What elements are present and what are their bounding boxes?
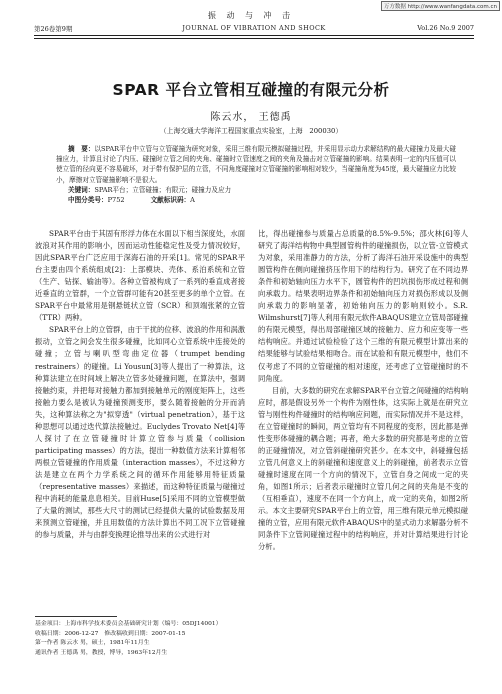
paper-title: SPAR 平台立管相互碰撞的有限元分析	[112, 81, 390, 99]
body-column-right	[258, 228, 468, 553]
classification-code: P752	[107, 196, 125, 205]
footnote-rule	[35, 616, 117, 617]
body-paragraph: SPAR平台由于其固有形浮力体在水面以下相当深度处，水面波浪对其作用的影响小，因而运动性能稳定性及受力情况较好，因此SPAR平台广泛应用于深海石油的开采[1]。常见的SPAR平台主要由四个系统组成[2]：上部模块、壳体、系泊系统和立管（生产、钻探、输油等）。各种立管被构成了一系列的垂直成者接近垂直的立管群，一个立管群可能有20甚至更多的单个立管。在SPAR平台中最常用是钢悬链状立管（SCR）和顶端张紧的立管（TTR）两种。	[35, 229, 245, 323]
running-header	[34, 24, 474, 34]
keywords-text: SPAR平台；立管碰撞；有限元；碰撞力及应力	[94, 185, 232, 194]
author-affiliation: （上海交通大学海洋工程国家重点实验室，上海 200030）	[159, 127, 343, 135]
body-paragraph: SPAR平台上的立管群，由于干扰的位移、波浪的作用和涡激振动，立管之间会发生很多碰撞，比如同心立管系统中连接处的碰撞；立管与喇叭型弯曲定位器（trumpet bending restrainers）的碰撞。Li Yousun[3]等人提出了一种算法，这种算法建立在时间域上解决立管多处碰撞问题，在算法中，强调接触约束，并把每对接触力都加到接触单元的刚度矩阵上，这些接触力要么是被认为碰撞预测变形，要么随着接触的分开而消失，这种算法称之为"拟穿透"（virtual penetration），基于这种思想可以通过迭代算法接触过。Euclydes Trovato Net[4]等人探讨了在立管碰撞时计算立管参与质量（collision participating masses）的方法，提出一种数值方法来计算相邻两根立管碰撞的作用质量（interaction masses），不过这种方法是建立在两个力学系统之间的循环作用能够用特征质量（representative masses）来描述，而这种特征质量与碰撞过程中消耗的能量息息相关。目前Huse[5]采用不同的立管模型做了大量的测试，那些大尺寸的测试已经提供大量的试验数据及用来预测立管碰撞，并且用数值的方法计算出不同工况下立管碰撞的参与质量，并与由群变换理论推导出来的公式进行对	[35, 325, 245, 540]
classification-label: 中图分类号：	[68, 196, 108, 205]
keywords-line	[56, 185, 456, 195]
abstract-text: 以SPAR平台中立管与立管碰撞为研究对象，采用三维有限元模拟碰撞过程，并采用显示动力求解结构的最大碰撞力及最大碰撞应力，计算且讨论了内压、碰撞时立管之间的夹角、碰撞时立管速度之间的夹角及撞击对立管碰撞的影响。结果表明一定的内压值可以使立管的径向更不容易破坏，对于带有保护层的立管，不同角度碰撞对立管碰撞的影响相对较少，当碰撞角度为45度，最大碰撞应力比较小，摩擦对立管碰撞影响不是很大。	[56, 145, 457, 184]
footnotes	[35, 620, 250, 658]
body-paragraph: 比，得出碰撞参与质量占总质量的8.5%-9.5%；邵火林[6]等人研究了海洋结构物中典型圆管构件的碰撞损伤，以立管-立管模式为对象，采用准静力的方法，分析了海洋石油开采设施中的典型圆管构件在侧向碰撞挤压作用下的结构行为。研究了在不同边界条件和初始轴向压力水平下，圆管构件的凹坑损伤形成过程和侧向承载力。结果表明边界条件和初始轴向压力对损伤形成以及侧向承载力的影响显著，初始轴向压力的影响则较小。S.R. Wilmshurst[7]等人利用有限元软件ABAQUS建立立管局部碰撞的有限元模型，得出局部碰撞区域的接触力、应力和应变等一些结构响应。并通过试验检验了这个三维的有限元模型计算出来的结果能够与试验结果相吻合。而在试验和有限元模型中，他们不仅考虑了不同的立管碰撞的相对速度，还考虑了立管碰撞时的不同角度。	[258, 229, 468, 383]
watermark-stamp: 万方数据 http://www.wanfangdata.com.cn	[381, 1, 500, 11]
abstract-paragraph	[56, 144, 456, 185]
footnote-first-author: 第一作者 陈云水 男，硕士，1981年11月生	[35, 640, 150, 647]
volume-issue-en: Vol.26 No.9 2007	[417, 24, 474, 32]
journal-title-cn: 振 动 与 冲 击	[207, 11, 295, 20]
journal-title-en: JOURNAL OF VIBRATION AND SHOCK	[182, 24, 326, 32]
header-rule	[34, 35, 474, 36]
keywords-label: 关键词：	[68, 185, 95, 194]
footnote-corresponding-author: 通讯作者 王德禹 男，教授，博导，1963年12月生	[35, 649, 168, 656]
volume-issue-cn: 第26卷第9期	[34, 25, 73, 33]
footnote-dates: 收稿日期：2006-12-27 修改稿收到日期：2007-01-15	[35, 630, 186, 637]
classification-line	[56, 195, 456, 205]
paper-authors: 陈云水， 王德禹	[210, 112, 292, 123]
document-code: A	[190, 196, 195, 205]
document-code-label: 文献标识码：	[150, 196, 191, 205]
body-column-left	[35, 228, 245, 541]
abstract-block	[56, 144, 456, 205]
body-paragraph: 目前，大多数的研究在求解SPAR平台立管之间碰撞的结构响应时，都是假设另外一个构件为刚性体，这实际上就是在研究立管与刚性构件碰撞时的结构响应问题，而实际情况并不是这样，在立管碰撞时的瞬间，两立管均有不同程度的变形，因此都是弹性变形体碰撞的耦合题；再者，绝大多数的研究都是考虑的立管的正碰撞情况，对立管斜碰撞研究甚少。在本文中，斜碰撞包括立管几何意义上的斜碰撞和速度意义上的斜碰撞，前者表示立管碰撞时速度在同一个方向的情况下，立管自身之间成一定的夹角，如图1所示；后者表示碰撞时立管几何之间的夹角是不变的（互相垂直），速度不在同一个方向上，成一定的夹角，如图2所示。本文主要研究SPAR平台上的立管，用三维有限元单元模拟碰撞的立管，应用有限元软件ABAQUS中的显式动力求解器分析不同条件下立管间碰撞过程中的结构响应，并对计算结果进行讨论分析。	[258, 385, 468, 552]
header-rule-thin	[34, 38, 474, 39]
abstract-label: 摘 要：	[68, 145, 95, 153]
footnote-funding: 基金项目：上海市科学技术委员会基础研究计划（编号：05DJ14001）	[35, 621, 222, 627]
